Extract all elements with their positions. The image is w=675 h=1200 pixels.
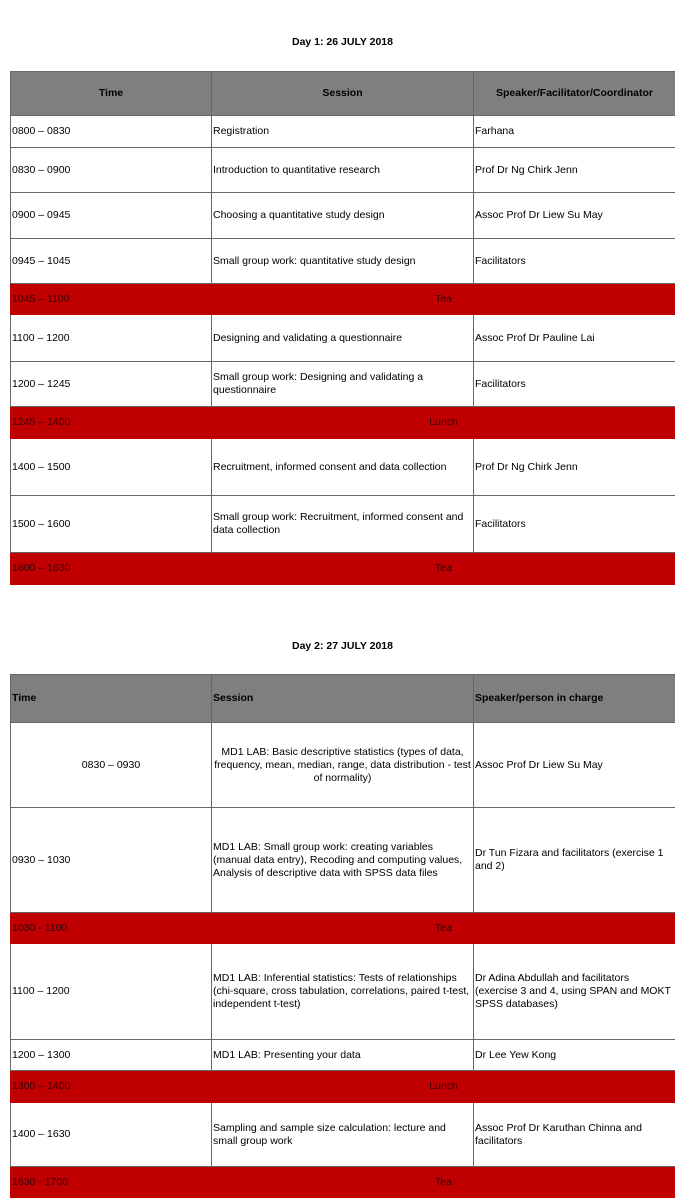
speaker-cell: Assoc Prof Dr Karuthan Chinna and facilitators <box>474 1103 675 1167</box>
time-cell: 1300 – 1400 <box>11 1071 212 1103</box>
speaker-cell: Prof Dr Ng Chirk Jenn <box>474 148 675 193</box>
time-cell: 0900 – 0945 <box>11 193 212 239</box>
break-row <box>11 284 675 315</box>
table-header-row <box>11 72 675 116</box>
table-row <box>11 315 675 362</box>
time-cell: 1245 – 1400 <box>11 407 212 439</box>
time-cell: 0800 – 0830 <box>11 116 212 148</box>
header-time: Time <box>11 675 212 723</box>
table-row <box>11 148 675 193</box>
session-cell: Choosing a quantitative study design <box>212 193 474 239</box>
header-speaker: Speaker/person in charge <box>474 675 675 723</box>
day2-title: Day 2: 27 JULY 2018 <box>292 640 393 652</box>
session-cell: Registration <box>212 116 474 148</box>
session-cell: MD1 LAB: Inferential statistics: Tests of relationships (chi-square, cross tabulation, correlations, paired t-test, independent t-test) <box>212 944 474 1040</box>
table-row <box>11 1103 675 1167</box>
time-cell: 0830 – 0930 <box>11 723 212 808</box>
table-row <box>11 944 675 1040</box>
break-label: Tea <box>212 553 675 585</box>
session-cell: MD1 LAB: Small group work: creating variables (manual data entry), Recoding and computing values, Analysis of descriptive data with SPSS data files <box>212 808 474 913</box>
day1-schedule-table <box>10 71 675 585</box>
break-label: Tea <box>212 284 675 315</box>
time-cell: 1030 - 1100 <box>11 913 212 944</box>
speaker-cell: Prof Dr Ng Chirk Jenn <box>474 439 675 496</box>
session-cell: Small group work: Designing and validating a questionnaire <box>212 362 474 407</box>
break-row <box>11 1071 675 1103</box>
session-cell: Small group work: Recruitment, informed consent and data collection <box>212 496 474 553</box>
break-row <box>11 407 675 439</box>
break-row <box>11 1167 675 1198</box>
time-cell: 1400 – 1500 <box>11 439 212 496</box>
break-row <box>11 913 675 944</box>
speaker-cell: Dr Adina Abdullah and facilitators (exercise 3 and 4, using SPAN and MOKT SPSS databases) <box>474 944 675 1040</box>
table-row <box>11 193 675 239</box>
session-cell: Recruitment, informed consent and data collection <box>212 439 474 496</box>
break-label: Lunch <box>212 407 675 439</box>
session-cell: Small group work: quantitative study design <box>212 239 474 284</box>
time-cell: 1500 – 1600 <box>11 496 212 553</box>
time-cell: 1600 – 1630 <box>11 553 212 585</box>
table-row <box>11 1040 675 1071</box>
session-cell: Introduction to quantitative research <box>212 148 474 193</box>
table-row <box>11 362 675 407</box>
table-row <box>11 239 675 284</box>
break-label: Tea <box>212 1167 675 1198</box>
time-cell: 1100 – 1200 <box>11 315 212 362</box>
table-row <box>11 723 675 808</box>
time-cell: 1200 – 1245 <box>11 362 212 407</box>
speaker-cell: Assoc Prof Dr Liew Su May <box>474 723 675 808</box>
table-row <box>11 116 675 148</box>
speaker-cell: Assoc Prof Dr Liew Su May <box>474 193 675 239</box>
speaker-cell: Facilitators <box>474 239 675 284</box>
time-cell: 1100 – 1200 <box>11 944 212 1040</box>
break-label: Tea <box>212 913 675 944</box>
time-cell: 1400 – 1630 <box>11 1103 212 1167</box>
header-session: Session <box>212 72 474 116</box>
speaker-cell: Farhana <box>474 116 675 148</box>
speaker-cell: Dr Lee Yew Kong <box>474 1040 675 1071</box>
time-cell: 0945 – 1045 <box>11 239 212 284</box>
speaker-cell: Facilitators <box>474 496 675 553</box>
speaker-cell: Assoc Prof Dr Pauline Lai <box>474 315 675 362</box>
session-cell: Designing and validating a questionnaire <box>212 315 474 362</box>
break-row <box>11 553 675 585</box>
table-header-row <box>11 675 675 723</box>
time-cell: 0930 – 1030 <box>11 808 212 913</box>
time-cell: 1200 – 1300 <box>11 1040 212 1071</box>
header-session: Session <box>212 675 474 723</box>
day2-schedule-table <box>10 674 675 1198</box>
header-speaker: Speaker/Facilitator/Coordinator <box>474 72 675 116</box>
speaker-cell: Dr Tun Fizara and facilitators (exercise 1 and 2) <box>474 808 675 913</box>
day1-title: Day 1: 26 JULY 2018 <box>292 36 393 48</box>
session-cell: Sampling and sample size calculation: lecture and small group work <box>212 1103 474 1167</box>
table-row <box>11 496 675 553</box>
time-cell: 0830 – 0900 <box>11 148 212 193</box>
header-time: Time <box>11 72 212 116</box>
time-cell: 1630 - 1700 <box>11 1167 212 1198</box>
session-cell: MD1 LAB: Basic descriptive statistics (types of data, frequency, mean, median, range, data distribution - test of normality) <box>212 723 474 808</box>
speaker-cell: Facilitators <box>474 362 675 407</box>
session-cell: MD1 LAB: Presenting your data <box>212 1040 474 1071</box>
table-row <box>11 439 675 496</box>
break-label: Lunch <box>212 1071 675 1103</box>
table-row <box>11 808 675 913</box>
time-cell: 1045 – 1100 <box>11 284 212 315</box>
